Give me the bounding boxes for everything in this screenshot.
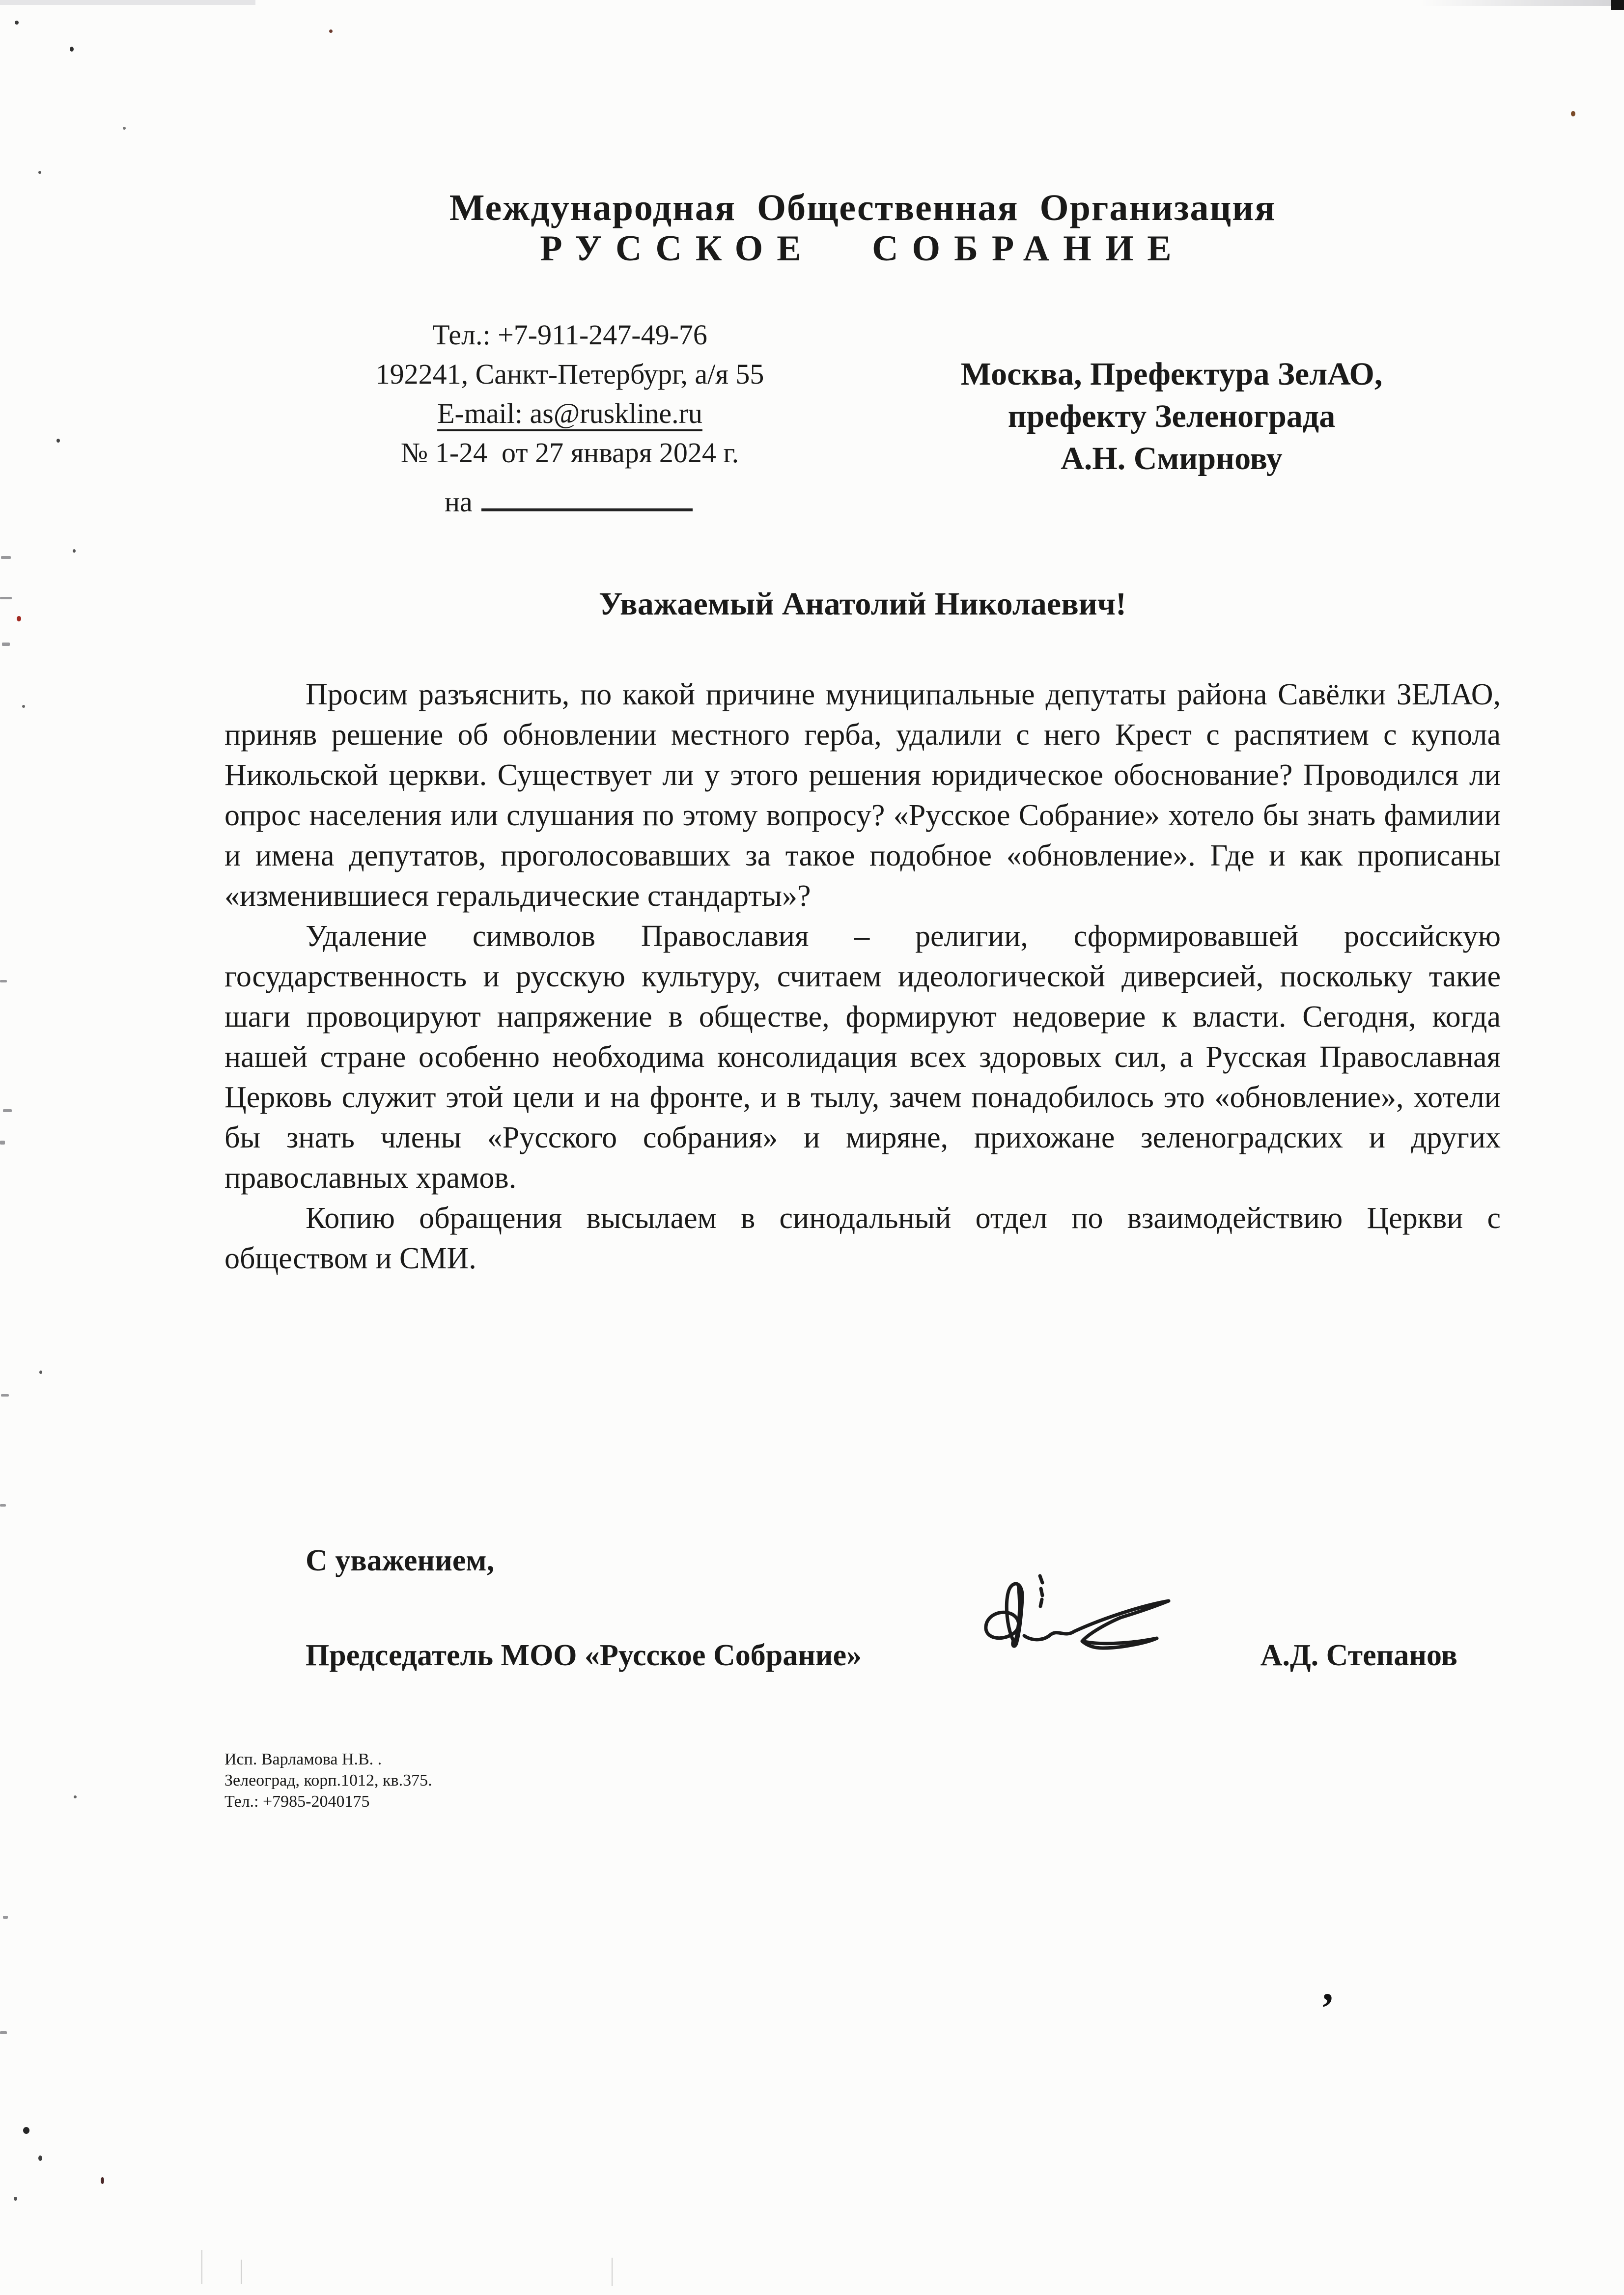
scan-speck bbox=[329, 29, 333, 33]
scan-speck bbox=[123, 127, 126, 130]
scan-scratch bbox=[612, 2258, 613, 2286]
scan-speck bbox=[70, 47, 74, 52]
scan-speck bbox=[14, 2197, 17, 2201]
scan-edge-mark bbox=[0, 597, 12, 599]
scan-speck bbox=[23, 2127, 29, 2134]
scan-corner-mark bbox=[1611, 0, 1624, 10]
recipient-office: префекту Зеленограда bbox=[1008, 398, 1336, 434]
org-name-line1: Международная Общественная Организация bbox=[449, 187, 1276, 228]
sender-address: 192241, Санкт-Петербург, а/я 55 bbox=[375, 358, 764, 390]
scan-speck bbox=[38, 171, 41, 174]
scan-scratch bbox=[201, 2250, 202, 2284]
sender-phone: Тел.: +7-911-247-49-76 bbox=[432, 319, 707, 351]
scan-speck-rust bbox=[1571, 111, 1575, 116]
scan-edge-smudge bbox=[1420, 0, 1611, 6]
letter-body bbox=[224, 674, 1501, 1279]
org-name-line2: РУССКОЕ СОБРАНИЕ bbox=[540, 228, 1185, 269]
scan-edge-mark bbox=[3, 1109, 12, 1112]
footer-phone: Тел.: +7985-2040175 bbox=[224, 1792, 370, 1811]
footer-block bbox=[224, 1749, 432, 1812]
salutation: Уважаемый Анатолий Николаевич! bbox=[599, 586, 1126, 622]
scan-speck bbox=[74, 1795, 77, 1798]
scan-edge-mark bbox=[1, 1394, 9, 1397]
scan-edge-mark bbox=[1, 556, 11, 559]
scan-speck bbox=[15, 21, 19, 25]
scan-speck bbox=[22, 705, 25, 708]
paragraph-2: Удаление символов Православия – религии, сформировавшей российскую государственность и русскую культуру, считаем идеологической диверсией, поскольку такие шаги провоцируют напряжение в обществе, формируют недоверие к власти. Сегодня, когда нашей стране особенно необходима консолидация всех здоровых сил, а Русская Православная Церковь служит этой цели и на фронте, и в тылу, зачем понадобилось это «обновление», хотели бы знать члены «Русского собрания» и миряне, прихожане зеленоградских и других православных храмов. bbox=[224, 920, 1501, 1195]
reply-blank-line bbox=[481, 505, 693, 511]
signature-image bbox=[975, 1551, 1186, 1674]
scan-edge-mark bbox=[0, 1141, 5, 1145]
scan-edge-mark bbox=[0, 1504, 6, 1507]
paragraph-3: Копию обращения высылаем в синодальный отдел по взаимодействию Церкви с обществом и СМИ. bbox=[224, 1202, 1501, 1275]
scan-speck bbox=[101, 2177, 104, 2184]
paragraph-1: Просим разъяснить, по какой причине муниципальные депутаты района Савёлки ЗЕЛАО, приняв решение об обновлении местного герба, удалили с него Крест с распятием с купола Никольской церкви. Существует ли у этого решения юридическое обоснование? Проводился ли опрос населения или слушания по этому вопросу? «Русское Собрание» хотело бы знать фамилии и имена депутатов, проголосовавших за такое подобное «обновление». Где и как прописаны «изменившиеся геральдические стандарты»? bbox=[224, 678, 1501, 913]
scan-speck bbox=[73, 549, 76, 553]
closing-regards: С уважением, bbox=[306, 1544, 495, 1577]
recipient-city: Москва, Префектура ЗелАО, bbox=[960, 356, 1383, 392]
scan-speck bbox=[38, 2155, 42, 2161]
sender-contact-block bbox=[344, 315, 796, 522]
letterhead bbox=[224, 181, 1501, 272]
footer-address: Зелеоград, корп.1012, кв.375. bbox=[224, 1771, 432, 1790]
ink-blot-mark: , bbox=[1322, 1962, 1333, 2010]
recipient-name: А.Н. Смирнову bbox=[1061, 441, 1283, 476]
signatory-title: Председатель МОО «Русское Собрание» bbox=[306, 1639, 862, 1672]
footer-executor: Исп. Варламова Н.В. . bbox=[224, 1750, 382, 1768]
scan-edge-mark bbox=[2, 643, 10, 646]
scan-edge-mark bbox=[0, 980, 7, 982]
scan-edge-mark bbox=[0, 2031, 7, 2034]
signatory-name: А.Д. Степанов bbox=[1260, 1639, 1457, 1672]
ref-number: № 1-24 от 27 января 2024 г. bbox=[400, 437, 739, 469]
scan-edge-mark bbox=[3, 1916, 8, 1919]
scan-speck-red bbox=[17, 616, 21, 621]
recipient-block bbox=[901, 353, 1442, 480]
signature-row bbox=[224, 1635, 1501, 1676]
scan-speck bbox=[39, 1371, 42, 1374]
sender-email: E-mail: as@ruskline.ru bbox=[437, 397, 702, 429]
scan-scratch bbox=[241, 2260, 242, 2284]
scan-edge-smudge bbox=[0, 0, 255, 5]
reply-prefix: на bbox=[445, 486, 473, 518]
reply-to-line bbox=[344, 482, 796, 522]
scan-speck bbox=[56, 439, 60, 443]
